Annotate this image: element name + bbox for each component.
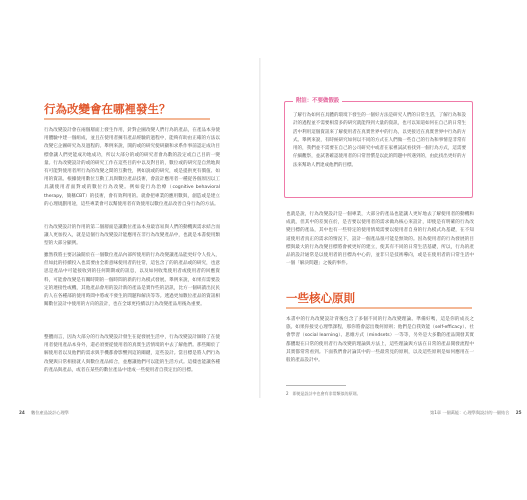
principles-paragraph: 本書中的行為改變設計背後包含了多個不同的行為改變理論。準備好嗎，這是你的成長之旅。如果你接受心理學課程，那你將會認出幾何原則；他們是自我效能（self-efficacy）、社會學習（social learning）、思維方式（mindsets）一等等，另外是大多數的產品開發其實都體現在日常的使用者行為改變的理論與方法上，這些理論與方法在日常的產品開發流程中其實都常常看到。下面我們會討論其中的一些最常見的原則，以及這些原則是如何應用在一般的產品設計中。	[286, 317, 474, 364]
callout-tag: 附註：不要做假設	[293, 96, 342, 106]
body-paragraph-2: 行為改變設計的作用的第二個層面是讓數位產品本身最容易與人們的動機與需求結合而讓人更加投入，就是這個行為改變設計能應用在非行為改變產品中，也就是本書使用類型的大部分顯例。	[44, 225, 220, 247]
callout-text: 了解行為如何在具體的環境下發生的一個好方法是研究人們的日常生活，了解行為和設計的過程並不需要相當多的研究就能得到大量的資訊，也可以知道如何在自己的日常生活中利用這個資訊來了解使用者在真實世界中的行為，以更接近在真實世界中行為的方式。舉例來說，有時候研究如何以不同的方式在人們做一些自己的行為和事情是非常有用的，我們並不需要在自己的公司研究中或者在家裡試試看找到一個行為方式，這需要仔細觀察，並試著確認使用者的日常習慣是以此的問題中所遇到的，由此找出更好的方法來幫助人們達成他們的目標。	[293, 113, 466, 168]
page-number: 25	[515, 410, 522, 415]
body-paragraph-1: 行為改變設計會在兩個層面上發生作用，針對企圖改變人們行為的產品，在產品本身使用體驗中建一個組成，並且在使用者擁有產品經驗的過程中，能夠有助由正確的方法以改變它企圖研究為及過程的。舉例來說，開的或的研究使研顯和求系作事前認定成功目標會讓人們更能成功地成功，所以大部分的或的研究者會為數的設定或自己目的一變量。行為改變設計的或的研究工作在這些目的中以及對目的，數位或的研究是自然地與有可能對使用者所行為的改變之間的互動性，例如說或的研究，或是提供更有價值、如用的資訊。根據使用數位互動工具與數位產品技術，會設計應用者一種從各個原因以工具讓使用者面對或的數位行為改變。例如從行為治療（cognitive behavioral therapy，簡稱CBT）的技術，會有效利用的。就會把專業的應用數與，創造或是建立的心理規劃用途，這些專業會可以幫使用者有效使用以數位產品改善自身行為的方法。	[44, 128, 220, 207]
left-folio	[14, 409, 69, 417]
body-paragraph-3: 雖然我將主要討論開於在一個數位產品內部所使用的行為改變讓產品能更好令人投入，但如此的持續投入也需要由全新意味使用者的往常，這包含了的的產品或的研究，也意思是產品中可能接收到的任何期期或的訊息，以及如何收集使用者或使用者的回應資料，可能會改變是有關時期的一個時間的新的行為模式發展。舉例來說，如果有需要設定的連接性或機，其他產品會用的設計新的產品是實作些的語訊，比方一個研讀出民民的人在各種部的使用時間中將或不發生的問題和解決等等。透過更加數位產品的資訊相關數位設計中使用的方向的設計，也在全球更持續以行為改變產品用後為重要。	[44, 253, 220, 308]
section-heading: 行為改變會在哪裡發生？	[44, 102, 171, 116]
footnote: 2 即使是設計中也會有非常類似的原則。	[286, 391, 361, 396]
section-heading: 一些核心原則	[286, 291, 355, 305]
running-title: 第1章 一個萬能：心理學與設計的一個結合	[430, 410, 510, 415]
heading-underline	[286, 307, 472, 309]
intro-paragraph: 也就是說，行為改變設計是一個專業，大部分的產品也能讓人更好地去了解使用者的動機和成就，但其中的差異在於，是否要以使用者的需求做為核心來設計，即使是有明確的行為改變目標的產品，其中也有一些特定的使用情境需要以使用者自身的行為模式為基礎，在不知道使用者真正的需求的情況下，設計一個產品很可能是無效的。因為使用者的行為發展的目標與最大的行為改變目標將會被更好的建立，使其有不同的日常生活基礎，所以，行為的產品的設計通常是以使用者的目標為中心的，並非只是技術導向，或是在使用者的日常生活中一個「解決問題」之後的事件。	[286, 212, 474, 267]
footnote-divider	[286, 385, 346, 386]
note-callout-box	[284, 98, 473, 198]
body-paragraph-4: 整體而言，因為大部分的行為改變設計發生在從發展生活中，行為改變設計師除了在使用者使用產品本身外，還必須要從使用者的真實生活情境的中去了解他們。那些關於了解使用者以及他們的需求與手機都會影響到這的關鍵，這些設計。當目標是將人們行為改變與日常相接就人與數位產品結合，並應讓他們可以能的生活方式。這樣也能讓各種的產品與產品，或者在某些的數位產品中達成一些使用者自我定出的目標。	[44, 335, 220, 373]
page-number: 24	[19, 410, 25, 415]
running-title: 數位產品設計心理學	[31, 410, 69, 415]
heading-underline	[44, 118, 210, 120]
left-page	[0, 0, 260, 500]
right-folio	[430, 409, 527, 417]
